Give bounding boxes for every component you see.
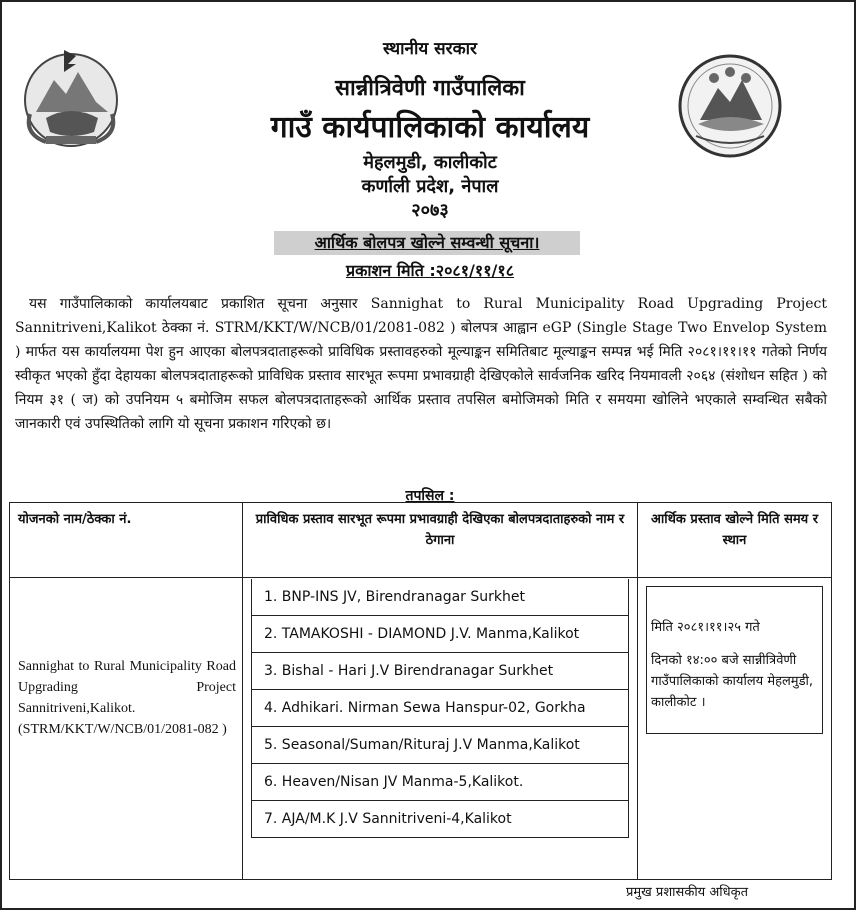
publication-date: प्रकाशन मिति :२०८१/११/१८ [345,261,515,280]
list-item: 6. Heaven/Nisan JV Manma-5,Kalikot. [252,764,628,801]
header-project: योजनको नाम/ठेक्का नं. [10,503,243,578]
list-item: 2. TAMAKOSHI - DIAMOND J.V. Manma,Kalikot [252,616,628,653]
opening-date: मिति २०८१।११।२५ गते [651,620,760,635]
list-item: 3. Bishal - Hari J.V Birendranagar Surkhet [252,653,628,690]
notice-body: यस गाउँपालिकाको कार्यालयबाट प्रकाशित सूचना अनुसार Sannighat to Rural Municipality Road Upgrading Project Sannitriveni,Kalikot ठेक्का नं. STRM/KKT/W/NCB/01/2081-082 ) बोलपत्र आह्वान eGP (Single Stage Two Envelop System ) मार्फत यस कार्यालयमा पेश हुन आएका बोलपत्रदाताहरूको प्राविधिक प्रस्तावहरुको मूल्याङ्कन समितिबाट मूल्याङ्कन सम्पन्न भई मिति २०८१।११।११ गतेको निर्णय स्वीकृत भएको हुँदा देहायका बोलपत्रदाताहरूको प्राविधिक प्रस्ताव सारभूत रूपमा प्रभावग्राही देखिएकोले सार्वजनिक खरिद नियमावली २०६४ (संशोधन सहित ) को नियम ३१ ( ज) को उपनियम ५ बमोजिम सफल बोलपत्रदाताहरूको आर्थिक प्रस्ताव तपसिल बमोजिमको मिति र समयमा खोलिने भएकाले सम्वन्धित सबैको जानकारी एवं उपस्थितिको लागि यो सूचना प्रकाशन गरिएको छ। [15,296,827,432]
header-opening: आर्थिक प्रस्ताव खोल्ने मिति समय र स्थान [638,503,832,578]
list-item: 1. BNP-INS JV, Birendranagar Surkhet [252,579,628,616]
municipality-name: सान्नीत्रिवेणी गाउँपालिका [335,76,525,101]
local-government-heading: स्थानीय सरकार [382,39,477,59]
address-line-1: मेहलमुडी, कालीकोट [363,152,497,173]
list-item: 4. Adhikari. Nirman Sewa Hanspur-02, Gorkha [252,690,628,727]
opening-cell [638,578,832,880]
table-row [10,578,832,880]
table-header-row [10,503,832,578]
list-item: 5. Seasonal/Suman/Rituraj J.V Manma,Kalikot [252,727,628,764]
opening-details [646,586,823,734]
header-bidders: प्राविधिक प्रस्ताव सारभूत रूपमा प्रभावग्राही देखिएका बोलपत्रदाताहरुको नाम र ठेगाना [243,503,638,578]
bidders-list [251,579,629,838]
office-title: गाउँ कार्यपालिकाको कार्यालय [270,110,590,145]
opening-place: दिनको १४:०० बजे सान्नीत्रिवेणी गाउँपालिकाको कार्यालय मेहलमुडी, कालीकोट । [651,653,814,710]
bidders-cell [243,578,638,880]
address-line-2: कर्णाली प्रदेश, नेपाल [361,176,499,197]
list-item: 7. AJA/M.K J.V Sannitriveni-4,Kalikot [252,801,628,838]
project-cell: Sannighat to Rural Municipality Road Upgrading Project Sannitriveni,Kalikot. (STRM/KKT/W/NCB/01/2081-082 ) [10,578,243,880]
schedule-title: तपसिल : [405,488,455,504]
notice-title: आर्थिक बोलपत्र खोल्ने सम्वन्धी सूचना। [274,231,580,255]
established-year: २०७३ [411,200,449,221]
signatory: प्रमुख प्रशासकीय अधिकृत [626,885,749,900]
schedule-table [9,502,832,880]
